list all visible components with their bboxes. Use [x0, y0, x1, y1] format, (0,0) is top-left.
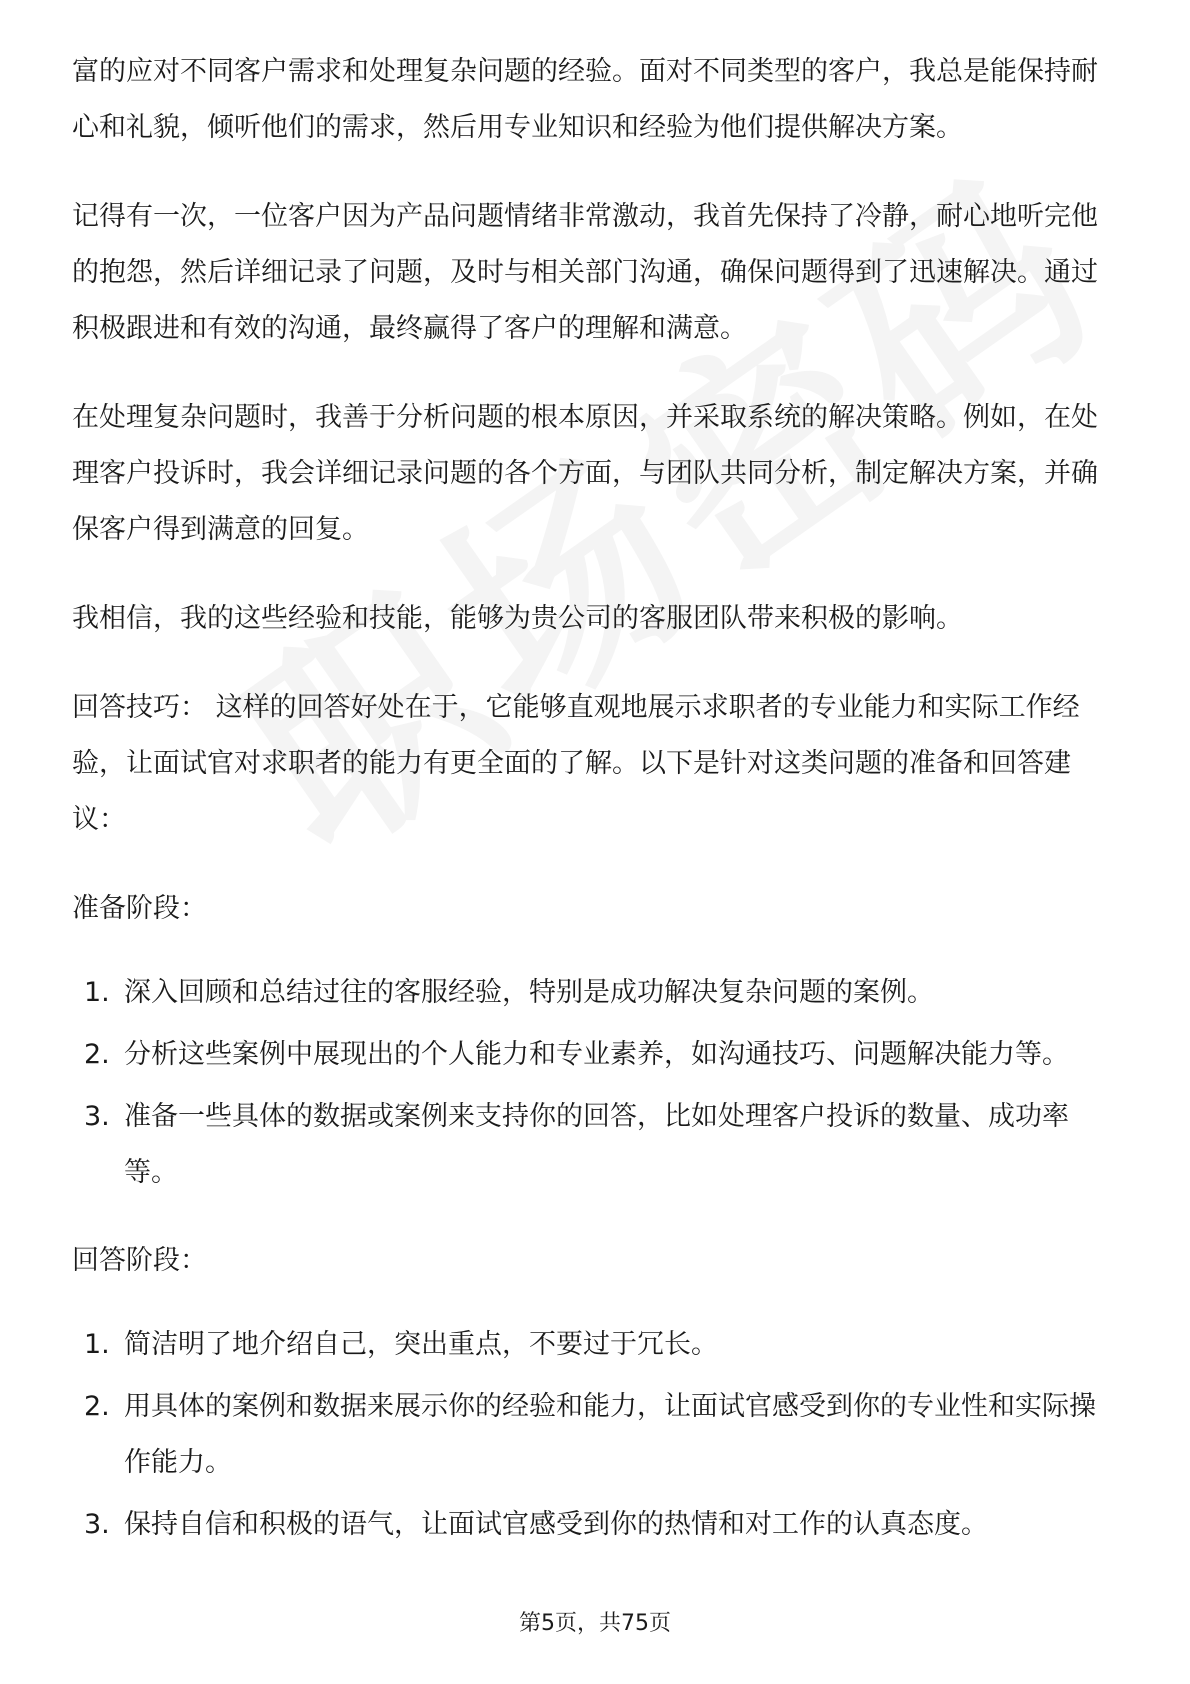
- page-number: 第5页，共75页: [519, 1611, 671, 1636]
- prep-heading: 准备阶段：: [72, 893, 207, 924]
- list-item: [72, 1089, 1122, 1201]
- list-item: [72, 1497, 1122, 1553]
- list-item-text: 分析这些案例中展现出的个人能力和专业素养，如沟通技巧、问题解决能力等。: [124, 1039, 1069, 1070]
- paragraph-answer-tips: 回答技巧： 这样的回答好处在于，它能够直观地展示求职者的专业能力和实际工作经验，让面试官对求职者的能力有更全面的了解。以下是针对这类问题的准备和回答建议：: [72, 692, 1080, 835]
- paragraph-conclusion: 我相信，我的这些经验和技能，能够为贵公司的客服团队带来积极的影响。: [72, 603, 963, 634]
- paragraph-complex-problems: 在处理复杂问题时，我善于分析问题的根本原因，并采取系统的解决策略。例如，在处理客户投诉时，我会详细记录问题的各个方面，与团队共同分析，制定解决方案，并确保客户得到满意的回复。: [72, 402, 1098, 545]
- list-item-number: 1.: [84, 1329, 110, 1360]
- list-item-number: 1.: [84, 977, 110, 1008]
- list-item-text: 保持自信和积极的语气，让面试官感受到你的热情和对工作的认真态度。: [124, 1509, 988, 1540]
- list-item-text: 深入回顾和总结过往的客服经验，特别是成功解决复杂问题的案例。: [124, 977, 934, 1008]
- list-item-number: 2.: [84, 1039, 110, 1070]
- paragraph-example: 记得有一次，一位客户因为产品问题情绪非常激动，我首先保持了冷静，耐心地听完他的抱怨，然后详细记录了问题，及时与相关部门沟通，确保问题得到了迅速解决。通过积极跟进和有效的沟通，最终赢得了客户的理解和满意。: [72, 201, 1098, 344]
- list-item-number: 3.: [84, 1509, 110, 1540]
- list-item-text: 用具体的案例和数据来展示你的经验和能力，让面试官感受到你的专业性和实际操作能力。: [124, 1391, 1096, 1478]
- list-item-number: 3.: [84, 1101, 110, 1132]
- list-item: [72, 1379, 1122, 1491]
- list-item-text: 准备一些具体的数据或案例来支持你的回答，比如处理客户投诉的数量、成功率等。: [124, 1101, 1069, 1188]
- list-item: [72, 1317, 1122, 1373]
- list-item-text: 简洁明了地介绍自己，突出重点，不要过于冗长。: [124, 1329, 718, 1360]
- paragraph-experience: 富的应对不同客户需求和处理复杂问题的经验。面对不同类型的客户，我总是能保持耐心和礼貌，倾听他们的需求，然后用专业知识和经验为他们提供解决方案。: [72, 56, 1098, 143]
- document-body: [72, 44, 1122, 1585]
- list-item-number: 2.: [84, 1391, 110, 1422]
- answer-heading: 回答阶段：: [72, 1245, 207, 1276]
- prep-list: [72, 965, 1122, 1201]
- list-item: [72, 965, 1122, 1021]
- list-item: [72, 1027, 1122, 1083]
- answer-list: [72, 1317, 1122, 1553]
